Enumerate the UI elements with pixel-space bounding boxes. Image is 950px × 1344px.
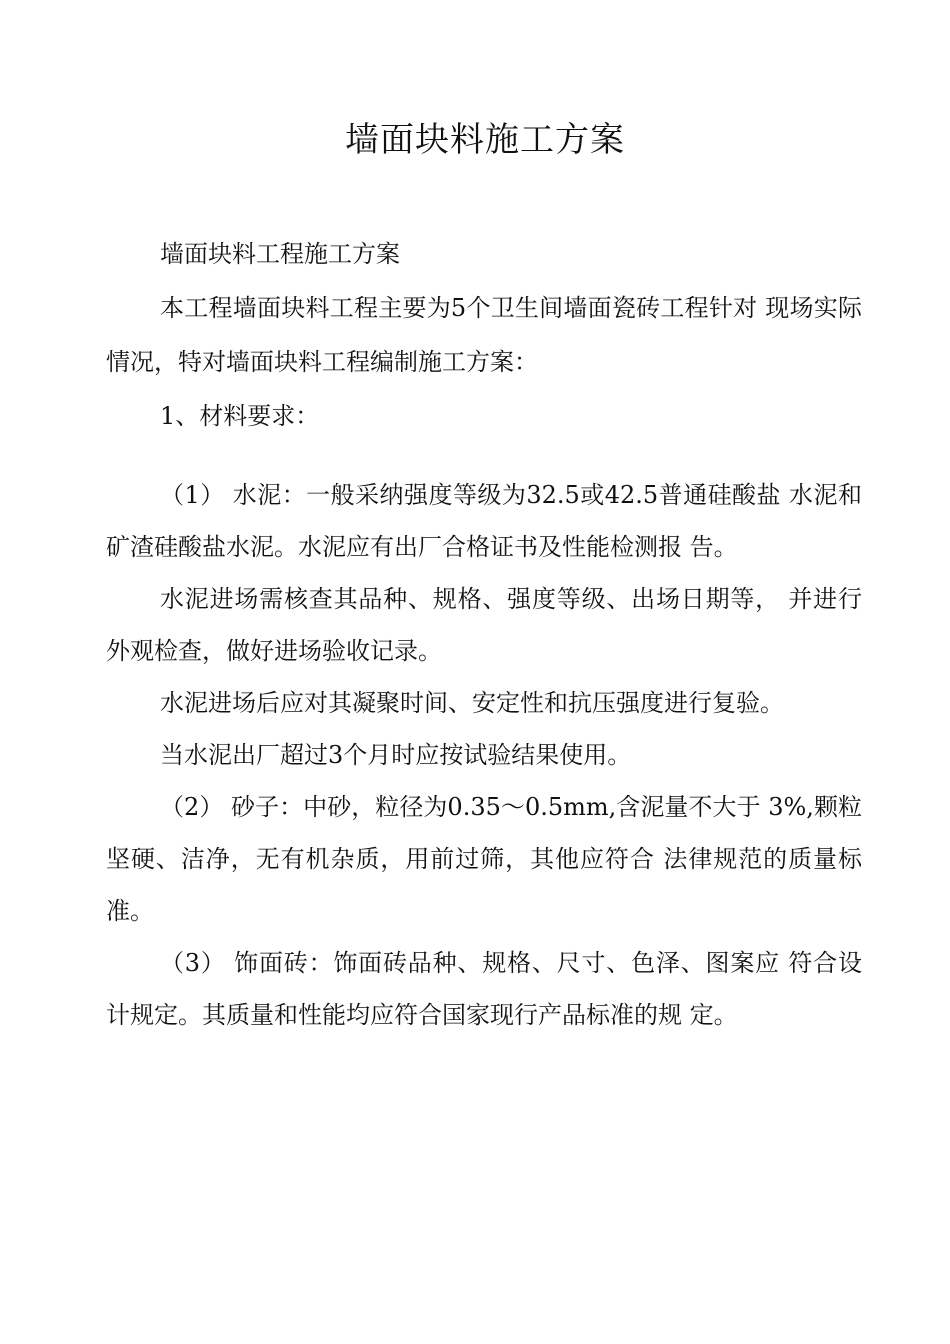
paragraph-cement-inspection: 水泥进场需核查其品种、规格、强度等级、出场日期等， 并进行外观检查，做好进场验收记录。 bbox=[106, 585, 862, 665]
document-body bbox=[106, 227, 862, 1041]
paragraph-sand: （2） 砂子：中砂，粒径为0.35〜0.5mm,含泥量不大于 3%,颗粒坚硬、洁净，无有机杂质，用前过筛，其他应符合 法律规范的质量标准。 bbox=[106, 793, 862, 925]
paragraph-intro: 本工程墙面块料工程主要为5个卫生间墙面瓷砖工程针对 现场实际情况，特对墙面块料工程编制施工方案： bbox=[106, 294, 862, 376]
paragraph-section-heading: 1、材料要求： bbox=[160, 402, 320, 430]
paragraph-cement-expiry: 当水泥出厂超过3个月时应按试验结果使用。 bbox=[160, 741, 632, 769]
paragraph-tiles: （3） 饰面砖：饰面砖品种、规格、尺寸、色泽、图案应 符合设计规定。其质量和性能均应符合国家现行产品标准的规 定。 bbox=[106, 949, 862, 1029]
document-title: 墙面块料施工方案 bbox=[345, 120, 625, 160]
paragraph-cement: （1） 水泥：一般采纳强度等级为32.5或42.5普通硅酸盐 水泥和矿渣硅酸盐水泥。水泥应有出厂合格证书及性能检测报 告。 bbox=[106, 481, 862, 561]
paragraph-cement-retest: 水泥进场后应对其凝聚时间、安定性和抗压强度进行复验。 bbox=[160, 689, 784, 717]
paragraph-subtitle: 墙面块料工程施工方案 bbox=[160, 240, 400, 268]
